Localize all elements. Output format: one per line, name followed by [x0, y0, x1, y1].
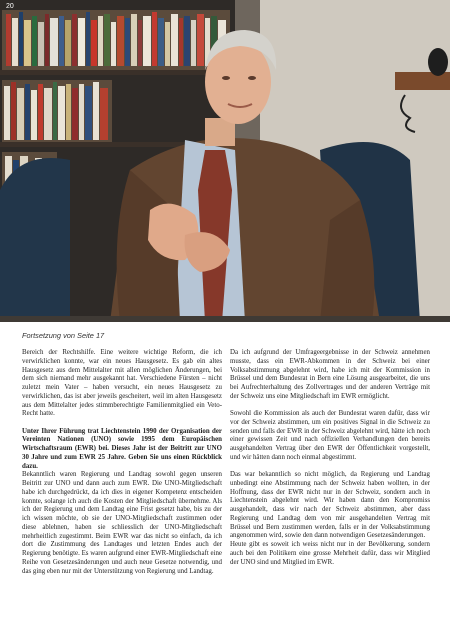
paragraph: Da ich aufgrund der Umfrageergebnisse in der Schweiz annehmen musste, dass ein EWR-Abkommen in der Schweiz bei einer Volksabstimmung abgelehnt wird, habe ich mit der Kommission in Brüssel und dem Bundesrat in Bern eine Lösung ausgearbeitet, die uns bei Aufrechterhaltung des Zollvertrages und der anderen Verträge mit der Schweiz uns eine Mitgliedschaft im EWR ermöglicht. [230, 349, 430, 400]
paragraph: Das war bekanntlich so nicht möglich, da Regierung und Landtag unbedingt eine Abstimmung nach der Schweiz haben wollten, in der Hoffnung, dass der EWR nicht nur in der Schweiz, sondern auch in Liechtenstein abgelehnt wird. Wir haben dann den Kompromiss ausgehandelt, dass wir nach der Schweiz abstimmen, aber dass Regierung und Landtag dem von mir ausgehandelten Vertrag mit Brüssel und Bern zustimmen werden, falls er in der Volksabstimmung angenommen wird, sowie den dann notwendigen Gesetzesänderungen. [230, 471, 430, 540]
continuation-note: Fortsetzung von Seite 17 [22, 331, 105, 340]
article-column-right [230, 349, 430, 576]
paragraph: Bereich der Rechtshilfe. Eine weitere wichtige Reform, die ich verwirklichen konnte, war ein neues Hausgesetz. Es gab ein altes Hausgesetz aus dem Mittelalter mit allen möglichen Änderungen, bei dem sich niemand mehr ausgekannt hat. Verschiedene Fürsten – nicht zuletzt mein Vater – haben versucht, ein neues Hausgesetz zu verwirklichen, das ist aber jeweils gescheitert, weil im alten Hausgesetz aus dem Mittelalter jedes stimmberechtigte Familienmitglied ein Veto-Recht hatte. [22, 349, 222, 418]
paragraph: Heute gibt es soweit ich weiss nicht nur in der Bevölkerung, sondern auch bei den Politikern eine grosse Mehrheit dafür, dass wir Mitglied der UNO sind und Mitglied im EWR. [230, 541, 430, 566]
paragraph: Bekanntlich waren Regierung und Landtag sowohl gegen unseren Beitritt zur UNO und dann auch zum EWR. Die UNO-Mitgliedschaft habe ich durchgedrückt, da ich dies in eigener Kompetenz entscheiden konnte, solange ich auch die Kosten der Mitgliedschaft übernehme. Als ich der Regierung und dem Landtag eine Frist gesetzt habe, bis zu der ich wissen möchte, ob sie der UNO-Mitgliedschaft zustimmen oder diese ablehnen, haben sie schliesslich der UNO-Mitgliedschaft mehrheitlich zugestimmt. Beim EWR war das nicht so einfach, da ich dort die Zustimmung des Landtages und letzten Endes auch der Regierung benötigte. Es waren aufgrund einer EWR-Mitgliedschaft eine Reihe von Gesetzesänderungen und auch neue Gesetze notwendig, und das ging eben nur mit der Unterstützung von Regierung und Landtag. [22, 471, 222, 575]
interview-question: Unter Ihrer Führung trat Liechtenstein 1990 der Organisation der Vereinten Nationen (UNO) sowie 1995 dem Europäischen Wirtschaftsraum (EWR) bei. Dieses Jahr ist der Beitritt zur UNO 30 Jahre und zum EWR 25 Jahre. Geben Sie uns einen Rückblick dazu. [22, 427, 222, 470]
page-number: 20 [6, 3, 14, 10]
paragraph: Sowohl die Kommission als auch der Bundesrat waren dafür, dass wir vor der Schweiz abstimmen, um ein positives Signal in die Schweiz zu senden und falls der EWR in der Schweiz abgelehnt wird, hätte ich noch einer gewissen Zeit und nach offiziellen Verhandlungen den bereits ausgehandelten Vertrag über den EWR der Öffentlichkeit vorgestellt, und wir hätten dann noch einmal abgestimmt. [230, 410, 430, 461]
article-column-left [22, 349, 222, 585]
